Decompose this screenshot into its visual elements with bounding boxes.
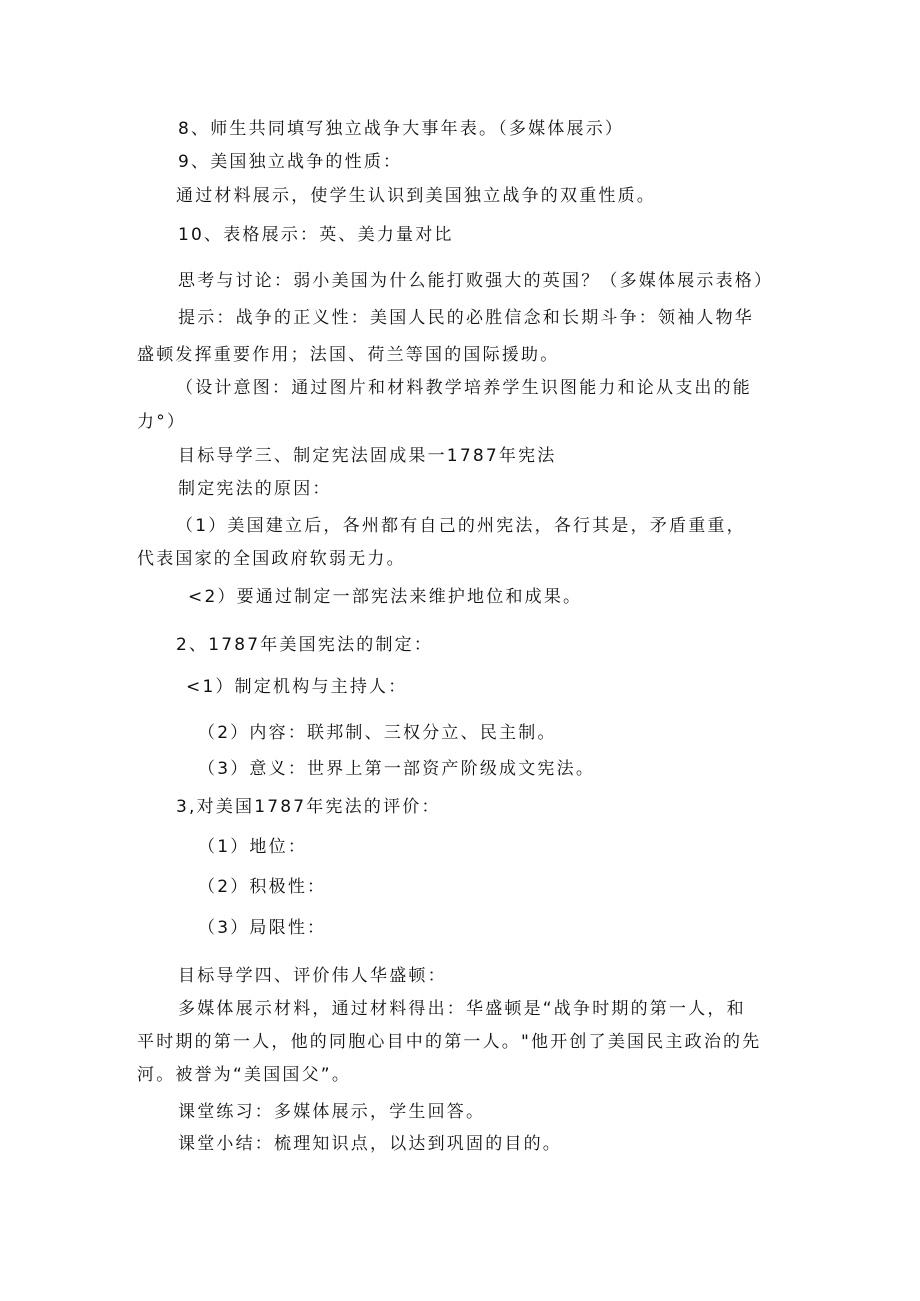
text-line-14: <2）要通过制定一部宪法来维护地位和成果。 [188, 587, 583, 607]
text-line-27: 课堂练习：多媒体展示，学生回答。 [178, 1102, 486, 1122]
text-line-9: 力°） [137, 412, 187, 432]
text-line-18: （3）意义：世界上第一部资产阶级成文宪法。 [198, 759, 596, 779]
text-line-7: 盛顿发挥重要作用；法国、荷兰等国的国际援助。 [137, 345, 560, 365]
text-line-5: 思考与讨论：弱小美国为什么能打败强大的英国？（多媒体展示表格） [178, 271, 774, 291]
text-line-11: 制定宪法的原因： [178, 479, 332, 499]
text-line-16: <1）制定机构与主持人： [186, 677, 408, 697]
text-line-4: 10、表格展示：英、美力量对比 [178, 225, 454, 245]
text-line-25: 平时期的第一人，他的同胞心目中的第一人。"他开创了美国民主政治的先 [137, 1032, 762, 1052]
text-line-15: 2、1787年美国宪法的制定： [176, 635, 434, 655]
text-line-28: 课堂小结：梳理知识点，以达到巩固的目的。 [178, 1134, 562, 1154]
text-line-19: 3,对美国1787年宪法的评价： [176, 797, 441, 817]
text-line-21: （2）积极性： [198, 877, 327, 897]
text-line-23: 目标导学四、评价伟人华盛顿： [178, 966, 447, 986]
text-line-2: 9、美国独立战争的性质： [178, 152, 403, 172]
text-line-12: （1）美国建立后，各州都有自己的州宪法，各行其是，矛盾重重， [176, 516, 746, 536]
text-line-20: （1）地位： [198, 837, 308, 857]
text-line-10: 目标导学三、制定宪法固成果一1787年宪法 [178, 446, 557, 466]
text-line-3: 通过材料展示，使学生认识到美国独立战争的双重性质。 [176, 186, 656, 206]
text-line-22: （3）局限性： [198, 918, 327, 938]
text-line-24: 多媒体展示材料，通过材料得出：华盛顿是“战争时期的第一人，和 [178, 999, 746, 1019]
text-line-8: （设计意图：通过图片和材料教学培养学生识图能力和论从支出的能 [176, 378, 752, 398]
text-line-1: 8、师生共同填写独立战争大事年表。（多媒体展示） [178, 119, 625, 139]
text-line-26: 河。被誉为“美国国父”。 [137, 1065, 352, 1085]
text-line-13: 代表国家的全国政府软弱无力。 [137, 549, 406, 569]
text-line-6: 提示：战争的正义性：美国人民的必胜信念和长期斗争：领袖人物华 [178, 308, 754, 328]
text-line-17: （2）内容：联邦制、三权分立、民主制。 [198, 723, 557, 743]
